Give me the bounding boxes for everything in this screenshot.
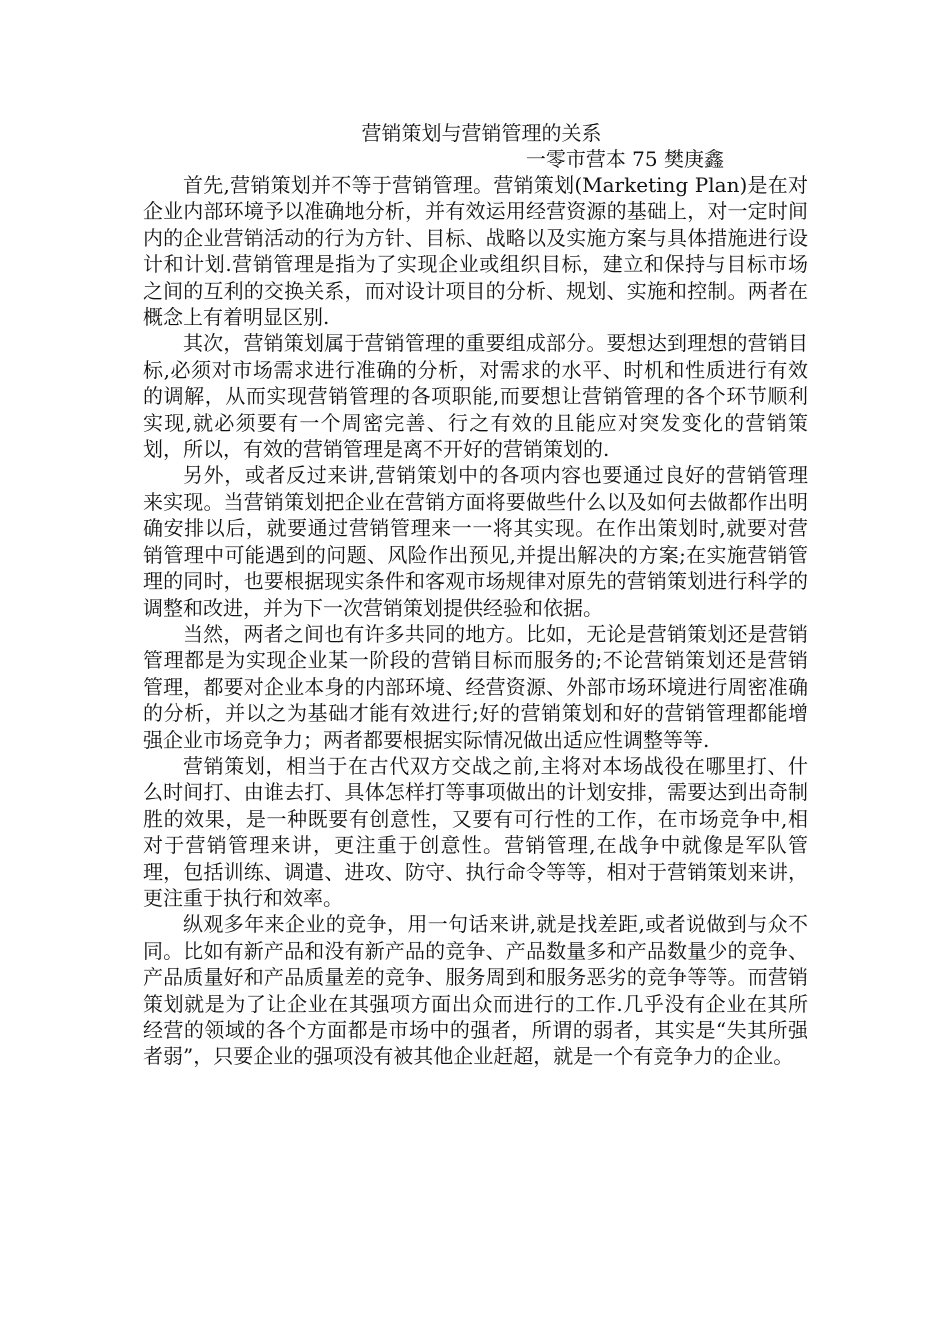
paragraph-5: 营销策划，相当于在古代双方交战之前,主将对本场战役在哪里打、什么时间打、由谁去打、具体怎样打等事项做出的计划安排，需要达到出奇制胜的效果，是一种既要有创意性，又要有可行性的工作，在市场竞争中,相对于营销管理来讲，更注重于创意性。营销管理,在战争中就像是军队管理，包括训练、调遣、进攻、防守、执行命令等等，相对于营销策划来讲，更注重于执行和效率。 bbox=[143, 753, 808, 910]
document-title: 营销策划与营销管理的关系 bbox=[361, 121, 602, 145]
paragraph-4: 当然，两者之间也有许多共同的地方。比如，无论是营销策划还是营销管理都是为实现企业某一阶段的营销目标而服务的;不论营销策划还是营销管理，都要对企业本身的内部环境、经营资源、外部市场环境进行周密准确的分析，并以之为基础才能有效进行;好的营销策划和好的营销管理都能增强企业市场竞争力；两者都要根据实际情况做出适应性调整等等. bbox=[143, 621, 808, 752]
paragraph-6: 纵观多年来企业的竞争，用一句话来讲,就是找差距,或者说做到与众不同。比如有新产品和没有新产品的竞争、产品数量多和产品数量少的竞争、产品质量好和产品质量差的竞争、服务周到和服务恶劣的竞争等等。而营销策划就是为了让企业在其强项方面出众而进行的工作.几乎没有企业在其所经营的领域的各个方面都是市场中的强者，所谓的弱者，其实是“失其所强者弱”，只要企业的强项没有被其他企业赶超，就是一个有竞争力的企业。 bbox=[143, 912, 808, 1069]
document-page bbox=[143, 120, 808, 1070]
paragraph-3: 另外，或者反过来讲,营销策划中的各项内容也要通过良好的营销管理来实现。当营销策划把企业在营销方面将要做些什么以及如何去做都作出明确安排以后，就要通过营销管理来一一将其实现。在作出策划时,就要对营销管理中可能遇到的问题、风险作出预见,并提出解决的方案;在实施营销管理的同时，也要根据现实条件和客观市场规律对原先的营销策划进行科学的调整和改进，并为下一次营销策划提供经验和依据。 bbox=[143, 463, 808, 620]
document-author: 一零市营本 75 樊庚鑫 bbox=[525, 147, 724, 171]
paragraph-1: 首先,营销策划并不等于营销管理。营销策划(Marketing Plan)是在对企业内部环境予以准确地分析，并有效运用经营资源的基础上，对一定时间内的企业营销活动的行为方针、目标、战略以及实施方案与具体措施进行设计和计划.营销管理是指为了实现企业或组织目标，建立和保持与目标市场之间的互利的交换关系，而对设计项目的分析、规划、实施和控制。两者在概念上有着明显区别. bbox=[143, 173, 808, 330]
paragraph-2: 其次，营销策划属于营销管理的重要组成部分。要想达到理想的营销目标,必须对市场需求进行准确的分析，对需求的水平、时机和性质进行有效的调解，从而实现营销管理的各项职能,而要想让营销管理的各个环节顺利实现,就必须要有一个周密完善、行之有效的且能应对突发变化的营销策划，所以，有效的营销管理是离不开好的营销策划的. bbox=[143, 331, 808, 462]
